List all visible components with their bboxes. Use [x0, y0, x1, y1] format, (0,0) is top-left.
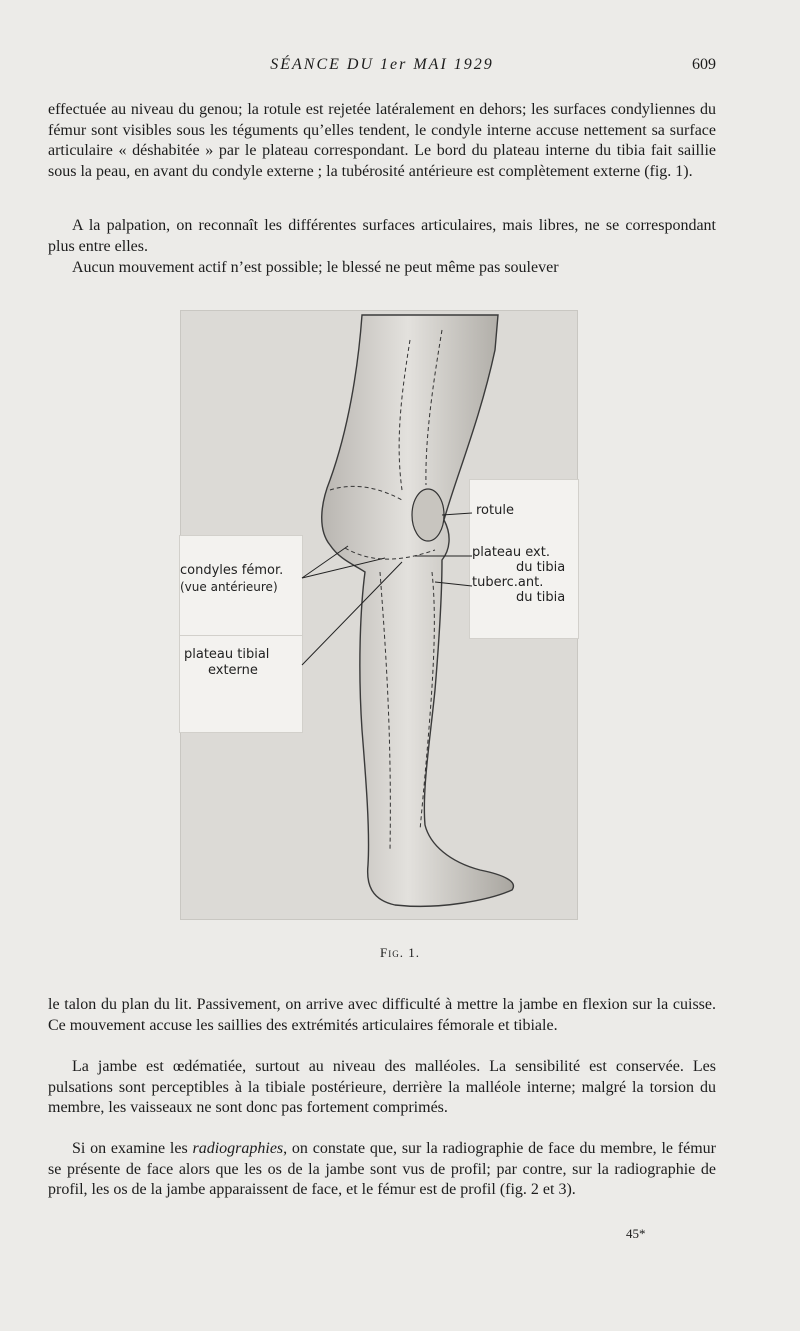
paragraph-1: effectuée au niveau du genou; la rotule est rejetée latéralement en dehors; les surfaces condyliennes du fémur sont visibles sous les téguments qu’elles tendent, le condyle interne accuse nettement sa surface articulaire « déshabitée » par le plateau correspondant. Le bord du plateau interne du tibia fait saillie sous la peau, en avant du condyle externe ; la tubérosité antérieure est complètement externe (fig. 1). — [48, 101, 716, 180]
paragraph-2 — [48, 216, 716, 257]
paragraph-6-after: , on constate que, sur la radiographie de face du membre, le fémur se présente de face alors que les os de la jambe sont vus de profil; par contre, sur la radiographie de profil, les os de la jambe apparaissent de face, et le fémur est de profil (fig. 2 et 3). — [48, 1140, 716, 1198]
patella — [412, 489, 444, 541]
paragraph-2-text: A la palpation, on reconnaît les différentes surfaces articulaires, mais libres, ne se correspondant plus entre elles. — [48, 217, 716, 255]
label-vue-anterieure: (vue antérieure) — [180, 580, 278, 594]
page-header — [48, 56, 716, 80]
figure-caption: Fig. 1. — [380, 945, 420, 960]
running-title: SÉANCE DU 1er MAI 1929 — [270, 56, 494, 73]
label-condyles-femor: condyles fémor. — [180, 563, 284, 578]
leg-illustration — [180, 310, 578, 920]
paragraph-5-text: La jambe est œdématiée, surtout au niveau des malléoles. La sensibilité est conservée. Les pulsations sont perceptibles à la tibiale postérieure, derrière la malléole interne; malgré la torsion du membre, les vaisseaux ne sont donc pas fortement comprimés. — [48, 1058, 716, 1116]
paragraph-6-italic: radiographies — [192, 1140, 284, 1157]
page-number: 609 — [692, 56, 716, 73]
signature-mark: 45* — [626, 1226, 646, 1241]
label-tuberc-ant: tuberc.ant. — [472, 575, 544, 590]
label-externe: externe — [208, 663, 258, 678]
label-du-tibia-2: du tibia — [516, 590, 566, 605]
paragraph-6 — [48, 1139, 716, 1201]
label-rotule: rotule — [476, 503, 514, 518]
paragraph-3-text: Aucun mouvement actif n’est possible; le blessé ne peut même pas soulever — [72, 259, 559, 276]
leg-silhouette — [322, 315, 514, 906]
label-plateau-tibial: plateau tibial — [184, 647, 270, 662]
label-plateau-ext: plateau ext. — [472, 545, 550, 560]
paragraph-6-before: Si on examine les — [72, 1140, 193, 1157]
figure-1-knee-drawing — [180, 310, 578, 920]
paragraph-5 — [48, 1057, 716, 1119]
label-du-tibia-1: du tibia — [516, 560, 566, 575]
paragraph-4: le talon du plan du lit. Passivement, on arrive avec difficulté à mettre la jambe en flexion sur la cuisse. Ce mouvement accuse les saillies des extrémités articulaires fémorale et tibiale. — [48, 996, 716, 1034]
paragraph-3 — [48, 258, 716, 279]
